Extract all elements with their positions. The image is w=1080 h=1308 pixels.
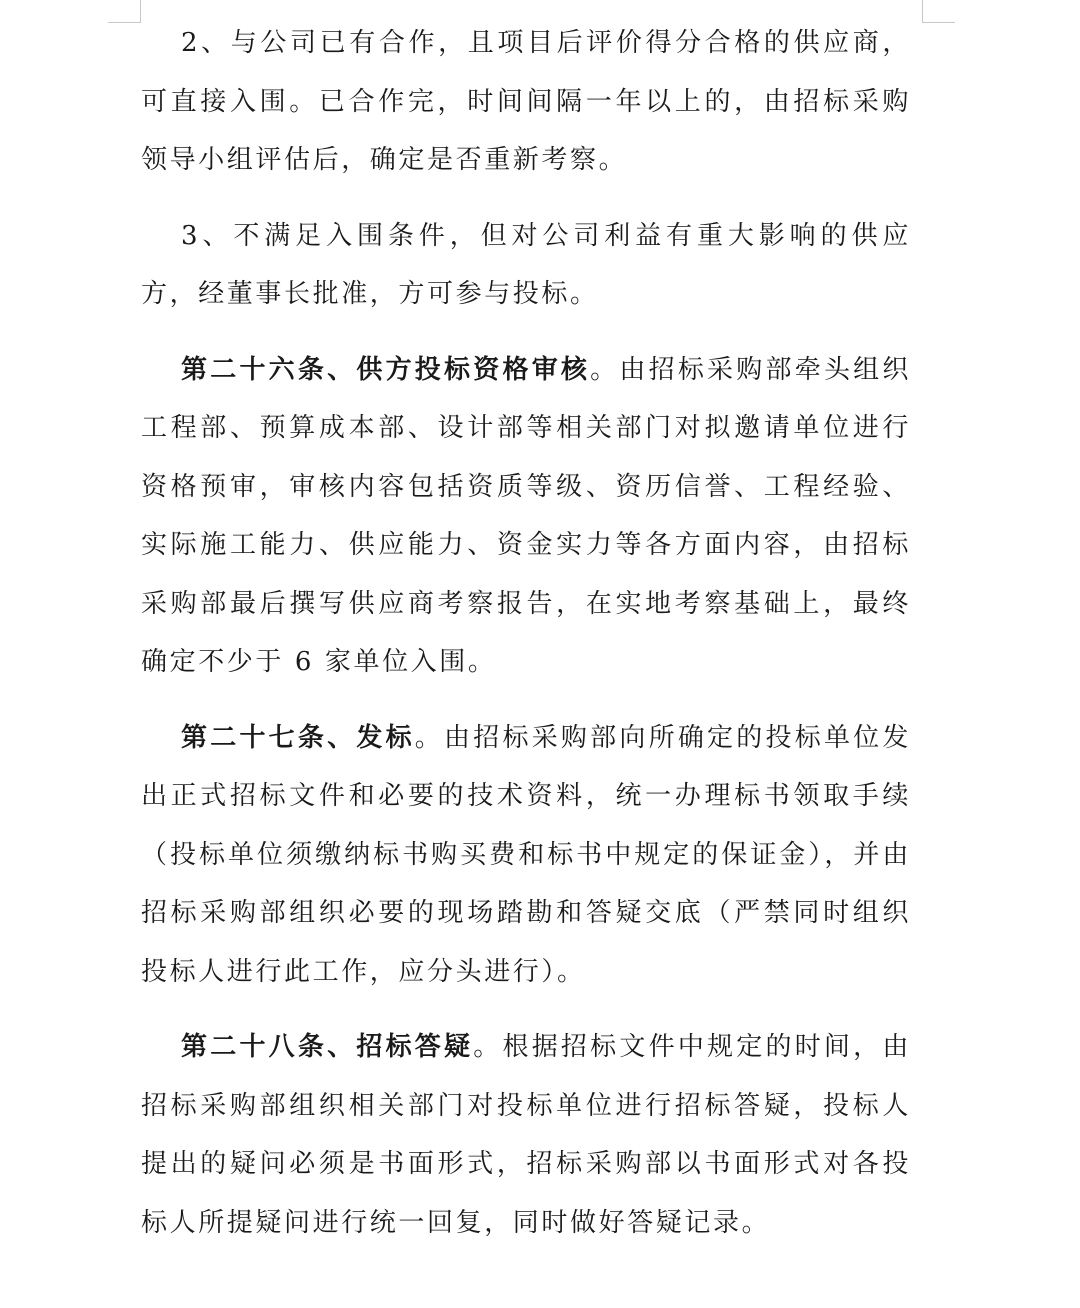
paragraph-text: 。由招标采购部向所确定的投标单位发出正式招标文件和必要的技术资料，统一办理标书领取手续（投标单位须缴纳标书购买费和标书中规定的保证金），并由招标采购部组织必要的现场踏勘和答疑交底（严禁同时组织投标人进行此工作，应分头进行）。 bbox=[141, 722, 911, 987]
crop-mark-top-left bbox=[108, 0, 141, 23]
paragraph-article-26 bbox=[141, 341, 911, 692]
paragraph-clause-3 bbox=[141, 207, 911, 324]
article-heading: 第二十六条、供方投标资格审核 bbox=[181, 354, 591, 385]
paragraph-article-28 bbox=[141, 1018, 911, 1252]
paragraph-text: 3、不满足入围条件，但对公司利益有重大影响的供应方，经董事长批准，方可参与投标。 bbox=[141, 220, 911, 309]
paragraph-text: 。由招标采购部牵头组织工程部、预算成本部、设计部等相关部门对拟邀请单位进行资格预审，审核内容包括资质等级、资历信誉、工程经验、实际施工能力、供应能力、资金实力等各方面内容，由招标采购部最后撰写供应商考察报告，在实地考察基础上，最终确定不少于 6 家单位入围。 bbox=[141, 354, 912, 677]
paragraph-clause-2 bbox=[141, 14, 911, 190]
article-heading: 第二十七条、发标 bbox=[181, 722, 415, 753]
article-heading: 第二十八条、招标答疑 bbox=[181, 1032, 474, 1062]
paragraph-text: 。根据招标文件中规定的时间，由招标采购部组织相关部门对投标单位进行招标答疑，投标人提出的疑问必须是书面形式，招标采购部以书面形式对各投标人所提疑问进行统一回复，同时做好答疑记录。 bbox=[141, 1032, 911, 1238]
paragraph-article-27 bbox=[141, 709, 911, 1002]
crop-mark-top-right bbox=[922, 0, 955, 23]
paragraph-text: 2、与公司已有合作，且项目后评价得分合格的供应商，可直接入围。已合作完，时间间隔一年以上的，由招标采购领导小组评估后，确定是否重新考察。 bbox=[141, 28, 911, 175]
document-body bbox=[141, 14, 911, 1269]
